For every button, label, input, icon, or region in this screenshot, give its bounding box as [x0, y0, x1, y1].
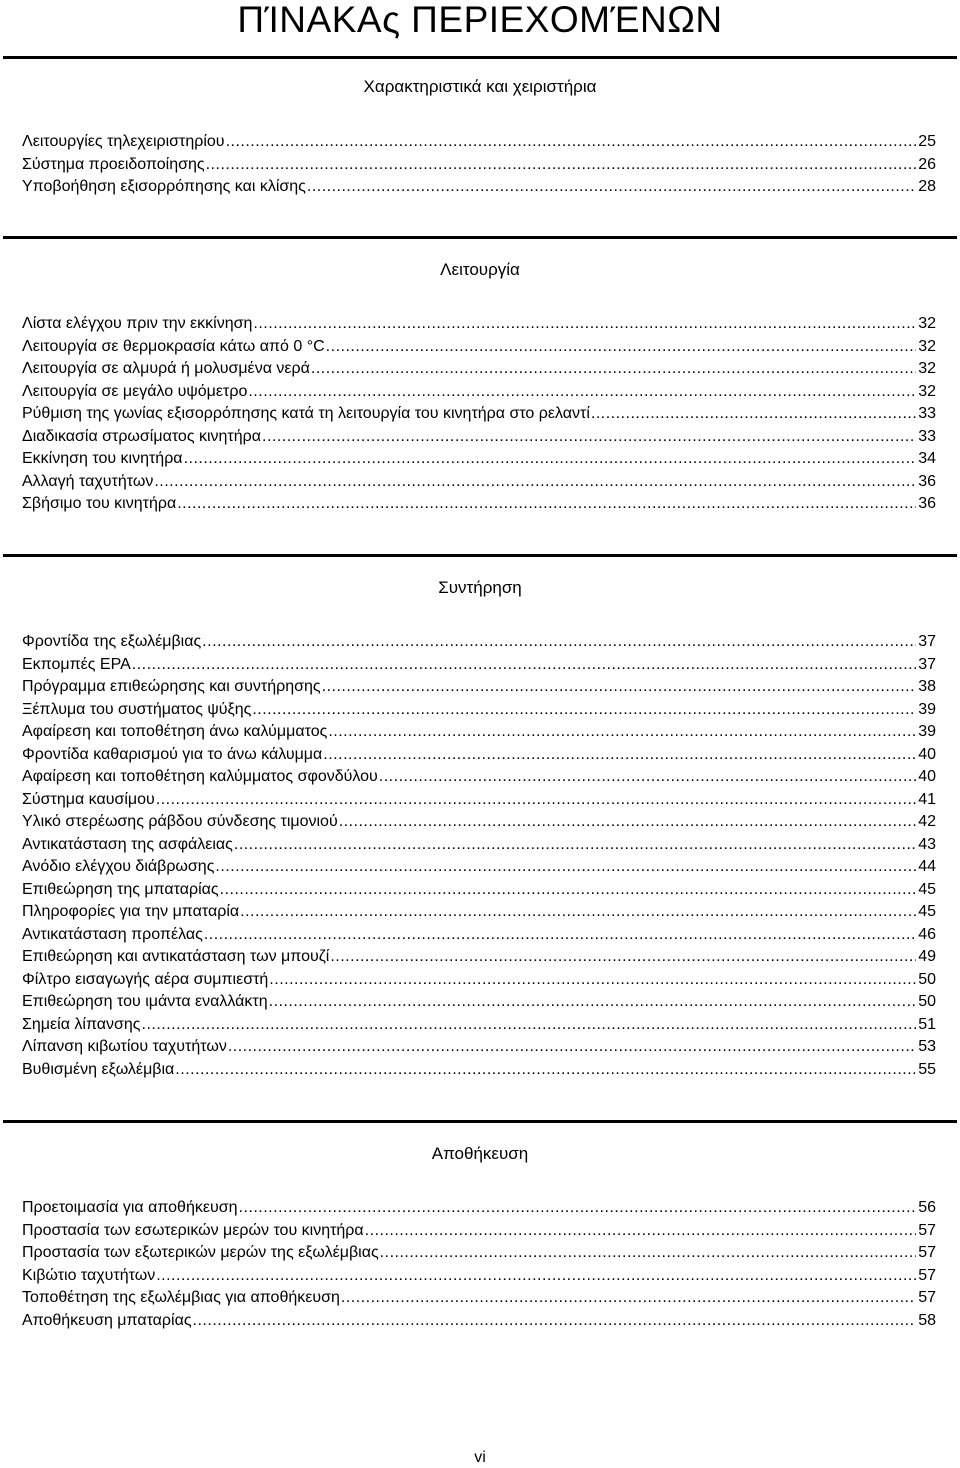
toc-entry-title: Ρύθμιση της γωνίας εξισορρόπησης κατά τη λειτουργία του κινητήρα στο ρελαντί	[22, 405, 590, 422]
toc-entry-title: Φροντίδα καθαρισμού για το άνω κάλυμμα	[22, 745, 323, 763]
toc-page-number: 58	[918, 1311, 936, 1329]
toc-leader-dots	[204, 924, 916, 947]
toc-entry-title: Διαδικασία στρωσίματος κινητήρα	[22, 427, 261, 445]
toc-entry[interactable]	[22, 336, 936, 359]
toc-entry[interactable]	[22, 471, 936, 494]
toc-entry-title: Ξέπλυμα του συστήματος ψύξης	[22, 700, 252, 718]
toc-page-number: 42	[918, 813, 936, 830]
toc-entry-title: Υλικό στερέωσης ράβδου σύνδεσης τιμονιού	[22, 813, 338, 830]
toc-entry[interactable]	[22, 403, 936, 426]
toc-entry-title: Προστασία των εσωτερικών μερών του κινητήρα	[22, 1221, 364, 1239]
toc-page-number: 41	[918, 790, 936, 808]
toc-entry-title: Σβήσιμο του κινητήρα	[22, 495, 177, 512]
toc-entry[interactable]	[22, 381, 936, 404]
toc-entry[interactable]	[22, 1220, 936, 1243]
toc-entry[interactable]	[22, 789, 936, 812]
toc-entry[interactable]	[22, 1265, 936, 1288]
toc-entry-title: Πρόγραμμα επιθεώρησης και συντήρησης	[22, 678, 321, 695]
section-heading: Αποθήκευση	[431, 1144, 529, 1163]
toc-entry-title: Ανόδιο ελέγχου διάβρωσης	[22, 858, 215, 875]
toc-page-number: 36	[918, 495, 936, 512]
toc-entry[interactable]	[22, 493, 936, 516]
toc-entry[interactable]	[22, 856, 936, 879]
toc-leader-dots	[252, 699, 916, 722]
toc-list	[22, 131, 936, 199]
toc-page-number: 43	[918, 835, 936, 853]
toc-leader-dots	[175, 1059, 916, 1082]
toc-entry[interactable]	[22, 654, 936, 677]
toc-page-number: 50	[918, 993, 936, 1010]
toc-leader-dots	[380, 1242, 917, 1265]
toc-page-number: 32	[918, 337, 936, 355]
toc-entry-title: Λίστα ελέγχου πριν την εκκίνηση	[22, 315, 253, 332]
toc-leader-dots	[591, 403, 916, 426]
toc-entry[interactable]	[22, 901, 936, 924]
toc-leader-dots	[132, 654, 916, 677]
toc-entry-title: Αντικατάσταση της ασφάλειας	[22, 835, 233, 853]
toc-leader-dots	[228, 1036, 916, 1059]
toc-leader-dots	[341, 1287, 916, 1310]
toc-page-number: 33	[918, 427, 936, 445]
toc-entry[interactable]	[22, 924, 936, 947]
section-heading: Λειτουργία	[440, 260, 520, 279]
toc-page-number: 32	[918, 315, 936, 332]
toc-list	[22, 313, 936, 516]
toc-page-number: 26	[918, 155, 936, 173]
toc-entry-title: Επιθεώρηση της μπαταρίας	[22, 880, 219, 898]
toc-entry-title: Σύστημα καυσίμου	[22, 790, 155, 808]
section-divider	[3, 236, 957, 239]
toc-entry[interactable]	[22, 1197, 936, 1220]
toc-entry-title: Λειτουργία σε μεγάλο υψόμετρο	[22, 382, 248, 400]
toc-page-number: 36	[918, 472, 936, 490]
toc-entry-title: Βυθισμένη εξωλέμβια	[22, 1060, 175, 1078]
toc-entry[interactable]	[22, 721, 936, 744]
toc-entry[interactable]	[22, 426, 936, 449]
toc-page-number: 39	[918, 700, 936, 718]
toc-leader-dots	[239, 1197, 917, 1220]
toc-page-number: 32	[918, 360, 936, 377]
toc-entry-title: Επιθεώρηση και αντικατάσταση των μπουζί	[22, 948, 330, 965]
toc-leader-dots	[248, 381, 916, 404]
toc-entry-title: Λειτουργία σε θερμοκρασία κάτω από 0 °C	[22, 337, 325, 355]
toc-page-number: 34	[918, 450, 936, 467]
toc-leader-dots	[154, 471, 916, 494]
toc-entry[interactable]	[22, 313, 936, 336]
toc-page-number: 37	[918, 655, 936, 673]
toc-entry[interactable]	[22, 1014, 936, 1037]
section-divider	[3, 554, 957, 557]
toc-entry-title: Υποβοήθηση εξισορρόπησης και κλίσης	[22, 178, 306, 195]
section-heading: Χαρακτηριστικά και χειριστήρια	[363, 77, 597, 96]
toc-leader-dots	[240, 901, 916, 924]
toc-leader-dots	[193, 1310, 917, 1333]
toc-entry-title: Αποθήκευση μπαταρίας	[22, 1311, 192, 1329]
toc-entry-title: Πληροφορίες για την μπαταρία	[22, 903, 240, 920]
toc-entry[interactable]	[22, 991, 936, 1014]
toc-entry-title: Αφαίρεση και τοποθέτηση καλύμματος σφονδύλου	[22, 768, 378, 785]
toc-page-number: 44	[918, 858, 936, 875]
toc-page-number: 40	[918, 745, 936, 763]
section-heading: Συντήρηση	[438, 578, 522, 597]
toc-page-number: 32	[918, 382, 936, 400]
toc-entry[interactable]	[22, 131, 936, 154]
toc-page-number: 57	[918, 1289, 936, 1306]
toc-entry-title: Αντικατάσταση προπέλας	[22, 925, 203, 943]
toc-entry-title: Φροντίδα της εξωλέμβιας	[22, 633, 202, 650]
toc-page-number: 51	[918, 1015, 936, 1033]
toc-leader-dots	[253, 313, 916, 336]
toc-page-number: 56	[918, 1199, 936, 1216]
toc-leader-dots	[365, 1220, 917, 1243]
toc-leader-dots	[184, 448, 917, 471]
toc-leader-dots	[234, 834, 916, 857]
toc-entry-title: Λίπανση κιβωτίου ταχυτήτων	[22, 1038, 227, 1055]
toc-entry-title: Προστασία των εξωτερικών μερών της εξωλέμβιας	[22, 1244, 379, 1261]
toc-entry-title: Προετοιμασία για αποθήκευση	[22, 1199, 238, 1216]
toc-entry-title: Σύστημα προειδοποίησης	[22, 155, 205, 173]
toc-page-number: 49	[918, 948, 936, 965]
toc-leader-dots	[156, 1265, 916, 1288]
toc-page-number: 53	[918, 1038, 936, 1055]
toc-leader-dots	[330, 946, 916, 969]
toc-leader-dots	[311, 358, 916, 381]
toc-entry-title: Λειτουργία σε αλμυρά ή μολυσμένα νερά	[22, 360, 310, 377]
toc-leader-dots	[142, 1014, 917, 1037]
toc-list	[22, 631, 936, 1081]
page-title: ΠΊΝΑΚAς ΠΕΡΙΕΧΟΜΈΝΩΝ	[237, 0, 723, 40]
toc-leader-dots	[269, 969, 916, 992]
toc-entry-title: Λειτουργίες τηλεχειριστηρίου	[22, 133, 225, 150]
toc-leader-dots	[226, 131, 917, 154]
toc-leader-dots	[269, 991, 917, 1014]
section-divider	[3, 56, 957, 59]
toc-entry-title: Εκκίνηση του κινητήρα	[22, 450, 183, 467]
toc-page-number: 55	[918, 1060, 936, 1078]
toc-page-number: 33	[918, 405, 936, 422]
toc-entry[interactable]	[22, 834, 936, 857]
toc-entry[interactable]	[22, 1036, 936, 1059]
toc-entry-title: Αφαίρεση και τοποθέτηση άνω καλύμματος	[22, 723, 328, 740]
toc-entry[interactable]	[22, 969, 936, 992]
toc-entry[interactable]	[22, 358, 936, 381]
toc-page-number: 40	[918, 768, 936, 785]
toc-entry[interactable]	[22, 811, 936, 834]
toc-page-number: 45	[918, 903, 936, 920]
toc-entry-title: Φίλτρο εισαγωγής αέρα συμπιεστή	[22, 970, 269, 988]
toc-entry[interactable]	[22, 1242, 936, 1265]
toc-entry[interactable]	[22, 176, 936, 199]
page-number: vi	[474, 1449, 486, 1466]
toc-entry[interactable]	[22, 154, 936, 177]
toc-page-number: 57	[918, 1266, 936, 1284]
toc-entry-title: Επιθεώρηση του ιμάντα εναλλάκτη	[22, 993, 268, 1010]
toc-page-number: 45	[918, 880, 936, 898]
toc-page-number: 38	[918, 678, 936, 695]
toc-entry-title: Κιβώτιο ταχυτήτων	[22, 1266, 156, 1284]
toc-leader-dots	[215, 856, 916, 879]
toc-leader-dots	[339, 811, 917, 834]
toc-leader-dots	[326, 336, 917, 359]
toc-entry-title: Τοποθέτηση της εξωλέμβιας για αποθήκευση	[22, 1289, 340, 1306]
toc-entry-title: Σημεία λίπανσης	[22, 1015, 141, 1033]
toc-leader-dots	[328, 721, 916, 744]
toc-page-number: 46	[918, 925, 936, 943]
toc-list	[22, 1197, 936, 1332]
toc-entry[interactable]	[22, 699, 936, 722]
toc-page-number: 57	[918, 1244, 936, 1261]
toc-entry[interactable]	[22, 946, 936, 969]
section-divider	[3, 1120, 957, 1123]
toc-page-number: 28	[918, 178, 936, 195]
toc-leader-dots	[262, 426, 916, 449]
toc-page-number: 25	[918, 133, 936, 150]
toc-entry[interactable]	[22, 676, 936, 699]
toc-entry[interactable]	[22, 448, 936, 471]
toc-leader-dots	[156, 789, 916, 812]
toc-entry[interactable]	[22, 1059, 936, 1082]
toc-leader-dots	[307, 176, 916, 199]
toc-leader-dots	[220, 879, 917, 902]
toc-entry-title: Εκπομπές EPA	[22, 655, 131, 673]
toc-page-number: 50	[918, 970, 936, 988]
toc-entry[interactable]	[22, 744, 936, 767]
toc-leader-dots	[323, 744, 916, 767]
toc-leader-dots	[202, 631, 916, 654]
toc-entry[interactable]	[22, 1310, 936, 1333]
toc-page-number: 39	[918, 723, 936, 740]
toc-entry[interactable]	[22, 1287, 936, 1310]
toc-leader-dots	[177, 493, 916, 516]
toc-page-number: 57	[918, 1221, 936, 1239]
toc-leader-dots	[322, 676, 917, 699]
toc-entry[interactable]	[22, 631, 936, 654]
toc-page-number: 37	[918, 633, 936, 650]
toc-leader-dots	[379, 766, 916, 789]
toc-leader-dots	[206, 154, 917, 177]
toc-entry[interactable]	[22, 766, 936, 789]
toc-entry-title: Αλλαγή ταχυτήτων	[22, 472, 154, 490]
toc-entry[interactable]	[22, 879, 936, 902]
